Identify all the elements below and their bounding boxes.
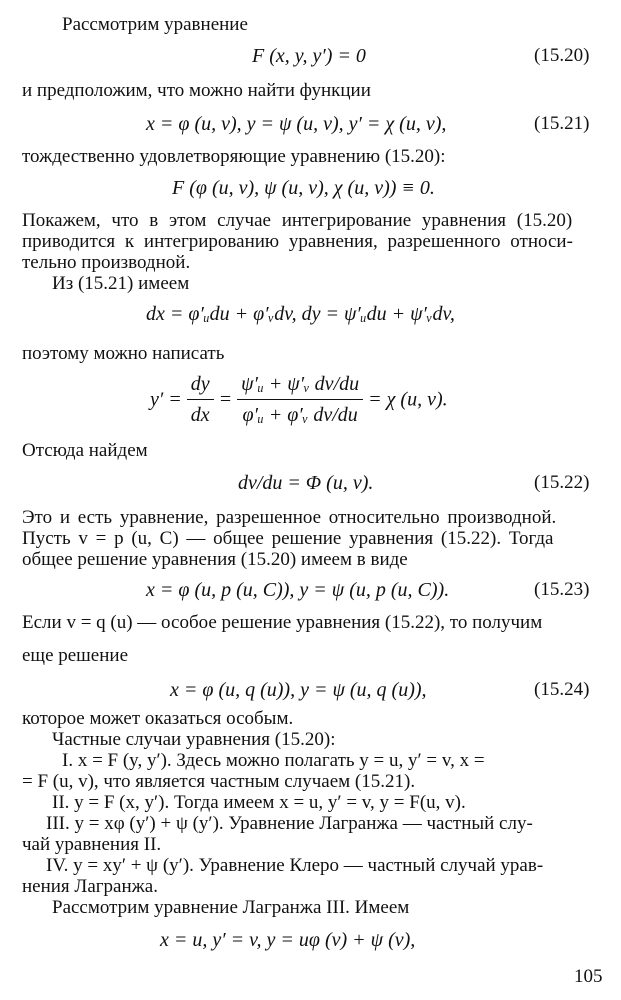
equation-15-22: dv/du = Φ (u, v). [238,472,374,494]
denominator: φ′ᵤ + φ′ᵥ dv/du [237,399,363,427]
list-item: нения Лагранжа. [22,876,158,897]
y-prime-rhs: = χ (u, v). [368,388,448,411]
paragraph-text: Если v = q (u) — особое решение уравнения (15.22), то получим [22,612,543,633]
paragraph-text: тельно производной. [22,252,191,273]
paragraph-text: и предположим, что можно найти функции [22,80,371,101]
equation-15-24: x = φ (u, q (u)), y = ψ (u, q (u)), [170,679,427,701]
numerator: ψ′ᵤ + ψ′ᵥ dv/du [241,373,360,395]
paragraph-text: Рассмотрим уравнение [62,14,248,35]
numerator: dy [190,373,210,395]
y-prime-lhs: y′ = [150,388,182,411]
equation-number: (15.22) [534,472,590,493]
equation-last: x = u, y′ = v, y = uφ (v) + ψ (v), [160,929,416,951]
paragraph-text: общее решение уравнения (15.20) имеем в виде [22,549,408,570]
fraction-dy-dx [187,372,214,427]
equation-number: (15.21) [534,113,590,134]
paragraph-text: Рассмотрим уравнение Лагранжа III. Имеем [52,897,410,918]
paragraph-text: Пусть v = p (u, C) — общее решение уравнения (15.22). Тогда [22,528,554,549]
equation-number: (15.24) [534,679,590,700]
list-item: II. y = F (x, y′). Тогда имеем x = u, y′ = v, y = F(u, v). [52,792,466,813]
paragraph-text: еще решение [22,645,129,666]
paragraph-text: Покажем, что в этом случае интегрирование уравнения (15.20) [22,210,573,231]
equation-number: (15.20) [534,45,590,66]
list-item: IV. y = xy′ + ψ (y′). Уравнение Клеро — частный случай урав- [46,855,544,876]
page-number: 105 [574,966,603,987]
equation-15-20: F (x, y, y′) = 0 [252,45,366,67]
equation-identity: F (φ (u, v), ψ (u, v), χ (u, v)) ≡ 0. [172,177,435,199]
equation-number: (15.23) [534,579,590,600]
paragraph-text: приводится к интегрированию уравнения, разрешенного относи- [22,231,573,252]
paragraph-text: поэтому можно написать [22,343,225,364]
equation-15-23: x = φ (u, p (u, C)), y = ψ (u, p (u, C)). [146,579,450,601]
paragraph-text: Это и есть уравнение, разрешенное относительно производной. [22,507,557,528]
equation-y-prime [150,372,448,427]
list-item: чай уравнения II. [22,834,162,855]
paragraph-text: Отсюда найдем [22,440,148,461]
equals-sign: = [218,388,233,411]
equation-15-21: x = φ (u, v), y = ψ (u, v), y′ = χ (u, v), [146,113,447,135]
paragraph-text: Из (15.21) имеем [52,273,190,294]
paragraph-text: которое может оказаться особым. [22,708,294,729]
paragraph-text: тождественно удовлетворяющие уравнению (15.20): [22,146,446,167]
list-item: = F (u, v), что является частным случаем (15.21). [22,771,416,792]
fraction-derivatives [237,372,363,427]
list-item: I. x = F (y, y′). Здесь можно полагать y = u, y′ = v, x = [62,750,485,771]
denominator: dx [187,399,214,427]
list-item: III. y = xφ (y′) + ψ (y′). Уравнение Лагранжа — частный слу- [46,813,533,834]
equation-differentials: dx = φ′ᵤdu + φ′ᵥdv, dy = ψ′ᵤdu + ψ′ᵥdv, [146,303,455,325]
paragraph-text: Частные случаи уравнения (15.20): [52,729,336,750]
